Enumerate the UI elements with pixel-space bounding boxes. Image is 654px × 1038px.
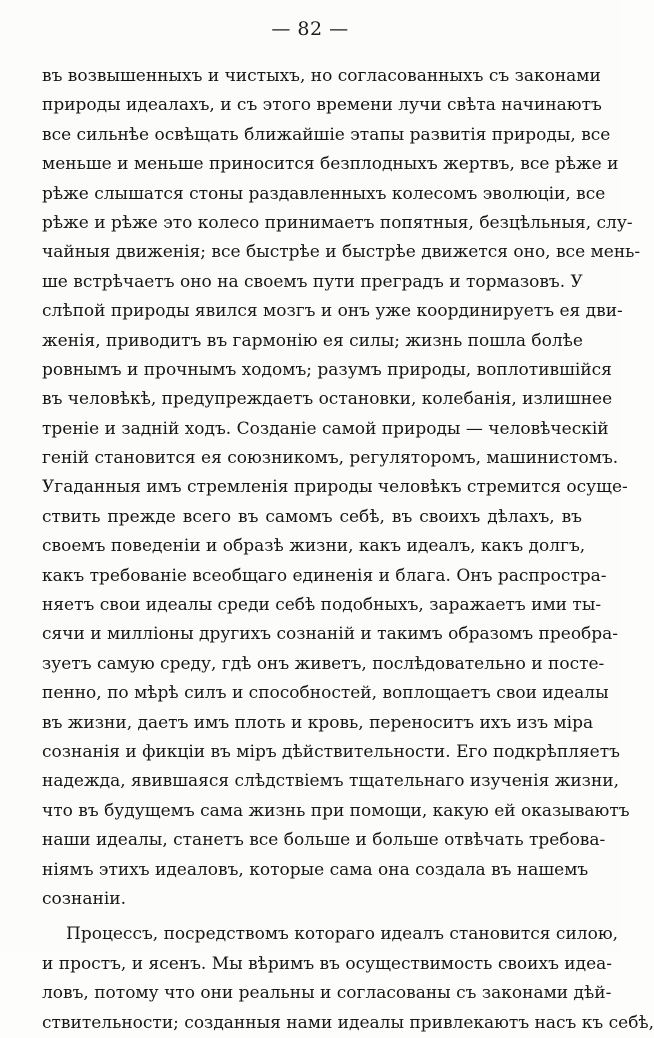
text-line: сознанія и фикціи въ міръ дѣйствительности. Его подкрѣпляетъ: [42, 741, 620, 762]
text-line: сячи и милліоны другихъ сознаній и такимъ образомъ преобра-: [42, 624, 619, 645]
text-line: въ возвышенныхъ и чистыхъ, но согласованныхъ съ законами: [42, 66, 601, 86]
text-line: рѣже и рѣже это колесо принимаетъ попятныя, безцѣльныя, слу-: [42, 212, 633, 233]
text-line: и простъ, и ясенъ. Мы вѣримъ въ осуществимость своихъ идеа-: [42, 953, 613, 974]
text-line: наши идеалы, станетъ все больше и больше отвѣчать требова-: [42, 830, 606, 851]
text-line: слѣпой природы явился мозгъ и онъ уже координируетъ ея дви-: [42, 301, 623, 322]
text-line: ствить прежде всего въ самомъ себѣ, въ своихъ дѣлахъ, въ: [42, 506, 582, 527]
text-line: женія, приводитъ въ гармонію ея силы; жизнь пошла болѣе: [42, 330, 583, 351]
text-line: своемъ поведеніи и образѣ жизни, какъ идеалъ, какъ долгъ,: [42, 536, 586, 557]
text-line: сознаніи.: [42, 888, 126, 909]
text-line: няетъ свои идеалы среди себѣ подобныхъ, заражаетъ ими ты-: [42, 595, 602, 616]
text-line: чайныя движенія; все быстрѣе и быстрѣе движется оно, все мень-: [42, 242, 641, 263]
text-line: рѣже слышатся стоны раздавленныхъ колесомъ эволюціи, все: [42, 183, 606, 204]
text-line: треніе и задній ходъ. Созданіе самой природы — человѣческій: [42, 418, 609, 439]
text-line: надежда, явившаяся слѣдствіемъ тщательнаго изученія жизни,: [42, 771, 620, 792]
text-line: все сильнѣе освѣщать ближайшіе этапы развитія природы, все: [42, 124, 611, 145]
text-line: Процессъ, посредствомъ котораго идеалъ становится силою,: [66, 924, 619, 945]
text-line: ше встрѣчаетъ оно на своемъ пути преградъ и тормазовъ. У: [42, 271, 583, 292]
text-line: природы идеалахъ, и съ этого времени лучи свѣта начинаютъ: [42, 95, 602, 116]
text-line: ровнымъ и прочнымъ ходомъ; разумъ природы, воплотившійся: [42, 359, 612, 380]
text-line: ловъ, потому что они реальны и согласованы съ законами дѣй-: [42, 983, 612, 1004]
text-line: меньше и меньше приносится безплодныхъ жертвъ, все рѣже и: [42, 154, 619, 175]
text-line: какъ требованіе всеобщаго единенія и блага. Онъ распростра-: [42, 565, 607, 586]
text-line: ніямъ этихъ идеаловъ, которые сама она создала въ нашемъ: [42, 859, 589, 880]
body-text: [42, 62, 654, 1038]
text-line: Угаданныя имъ стремленія природы человѣкъ стремится осуще-: [42, 477, 628, 498]
text-line: что въ будущемъ сама жизнь при помощи, какую ей оказываютъ: [42, 800, 630, 821]
text-line: пенно, по мѣрѣ силъ и способностей, воплощаетъ свои идеалы: [42, 683, 609, 704]
paragraph: [42, 62, 641, 914]
text-line: зуетъ самую среду, гдѣ онъ живетъ, послѣдовательно и посте-: [42, 653, 605, 674]
text-line: ствительности; созданныя нами идеалы привлекаютъ насъ къ себѣ,: [42, 1012, 654, 1033]
text-line: въ человѣкѣ, предупреждаетъ остановки, колебанія, излишнее: [42, 389, 613, 410]
text-line: геній становится ея союзникомъ, регуляторомъ, машинистомъ.: [42, 448, 619, 469]
paragraph: [42, 920, 654, 1038]
text-line: въ жизни, даетъ имъ плоть и кровь, переноситъ ихъ изъ міра: [42, 712, 594, 733]
page-number: — 82 —: [271, 18, 349, 40]
